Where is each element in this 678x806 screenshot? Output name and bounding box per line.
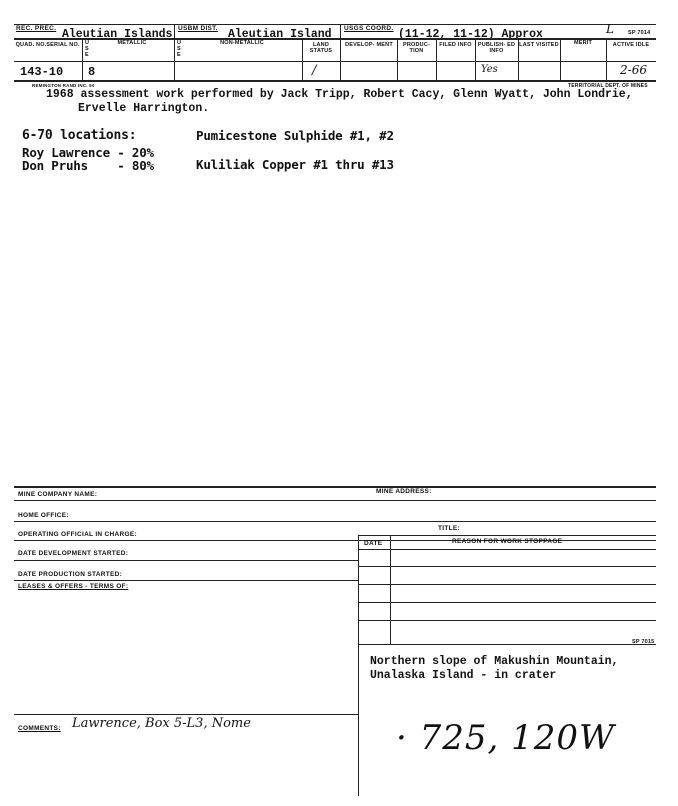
rule: [358, 535, 656, 536]
comments-value: Lawrence, Box 5-L3, Nome: [72, 716, 251, 731]
col-use-metallic: U S E: [85, 40, 90, 58]
mine-address-label: MINE ADDRESS:: [376, 488, 432, 495]
home-office-label: HOME OFFICE:: [18, 512, 69, 519]
col-use-nonmetallic: U S E: [177, 40, 182, 58]
record-land-status: /: [312, 63, 317, 78]
record-active-idle: 2-66: [620, 63, 647, 77]
col-filed-info: FILED INFO: [439, 42, 472, 48]
rule: [14, 521, 656, 522]
record-published-info: Yes: [481, 64, 498, 75]
location-line-1: Northern slope of Makushin Mountain,: [370, 655, 619, 668]
rule: [358, 602, 656, 603]
col-active-idle: ACTIVE IDLE: [612, 42, 650, 48]
col-quad-no: QUAD. NO.: [15, 42, 47, 48]
rule: [358, 584, 656, 585]
claim-2: Kuliliak Copper #1 thru #13: [196, 157, 394, 172]
form-number: SP 7014: [628, 30, 651, 36]
locations-label: 6-70 locations:: [22, 128, 137, 143]
record-rule: [14, 80, 656, 82]
lower-top-rule: [14, 486, 656, 488]
reason-column-header: REASON FOR WORK STOPPAGE: [452, 538, 563, 545]
owner-2: Don Pruhs - 80%: [22, 158, 154, 173]
col-merit: MERIT: [573, 40, 593, 46]
col-development: DEVELOP- MENT: [345, 42, 393, 48]
leases-offers-label: LEASES & OFFERS - TERMS OF:: [18, 583, 129, 590]
rule: [358, 549, 656, 550]
assessment-line-1: 1968 assessment work performed by Jack Tripp, Robert Cacy, Glenn Wyatt, John Londrie,: [46, 88, 633, 101]
comments-label: COMMENTS:: [18, 725, 61, 732]
rule: [358, 566, 656, 567]
rule: [14, 714, 358, 715]
date-production-label: DATE PRODUCTION STARTED:: [18, 571, 123, 578]
rule: [358, 644, 656, 645]
claim-1: Pumicestone Sulphide #1, #2: [196, 128, 394, 143]
rule: [14, 580, 358, 581]
col-nonmetallic: NON-METALLIC: [220, 40, 264, 46]
date-column-header: DATE: [364, 540, 383, 547]
col-serial-no: SERIAL NO.: [46, 42, 80, 48]
mine-company-name-label: MINE COMPANY NAME:: [18, 491, 98, 498]
remington-label: REMINGTON RAND INC. 5¢: [32, 83, 95, 88]
owner-1: Roy Lawrence - 20%: [22, 145, 154, 160]
usgs-coord-value: (11-12, 11-12) Approx: [398, 28, 543, 41]
handwritten-number: · 725, 120W: [396, 718, 615, 758]
col-divider: [82, 38, 83, 80]
form-number-2: SP 7015: [632, 639, 655, 645]
table-divider: [390, 535, 391, 645]
table-divider: [358, 644, 359, 796]
date-development-label: DATE DEVELOPMENT STARTED:: [18, 550, 129, 557]
territorial-label: TERRITORIAL DEPT. OF MINES: [568, 83, 648, 89]
usbm-dist-value: Aleutian Island: [228, 28, 332, 41]
location-line-2: Unalaska Island - in crater: [370, 669, 557, 682]
rec-prec-value: Aleutian Islands: [62, 28, 173, 41]
col-divider: [302, 38, 303, 80]
rec-prec-label: REC. PREC.: [16, 25, 57, 32]
title-label: TITLE:: [438, 525, 461, 532]
assessment-line-2: Ervelle Harrington.: [78, 102, 210, 115]
col-published-info: PUBLISH- ED INFO: [477, 42, 516, 54]
col-metallic: METALLIC: [117, 40, 147, 46]
record-serial-no: 8: [88, 65, 96, 79]
table-divider: [358, 535, 359, 645]
rule: [14, 500, 656, 501]
rule: [14, 560, 358, 561]
col-land-status: LAND STATUS: [309, 42, 333, 54]
record-quad-no: 143-10: [20, 65, 64, 79]
col-production: PRODUC- TION: [402, 42, 431, 54]
rule: [358, 620, 656, 621]
col-last-visited: LAST VISITED: [519, 42, 559, 48]
page-mark: L: [606, 22, 614, 36]
col-divider: [174, 24, 175, 80]
usgs-coord-label: USGS COORD.: [344, 25, 394, 32]
col-divider: [340, 24, 341, 80]
top-rule: [14, 24, 656, 25]
usbm-dist-label: USBM DIST.: [178, 25, 218, 32]
operating-official-label: OPERATING OFFICIAL IN CHARGE:: [18, 531, 137, 538]
